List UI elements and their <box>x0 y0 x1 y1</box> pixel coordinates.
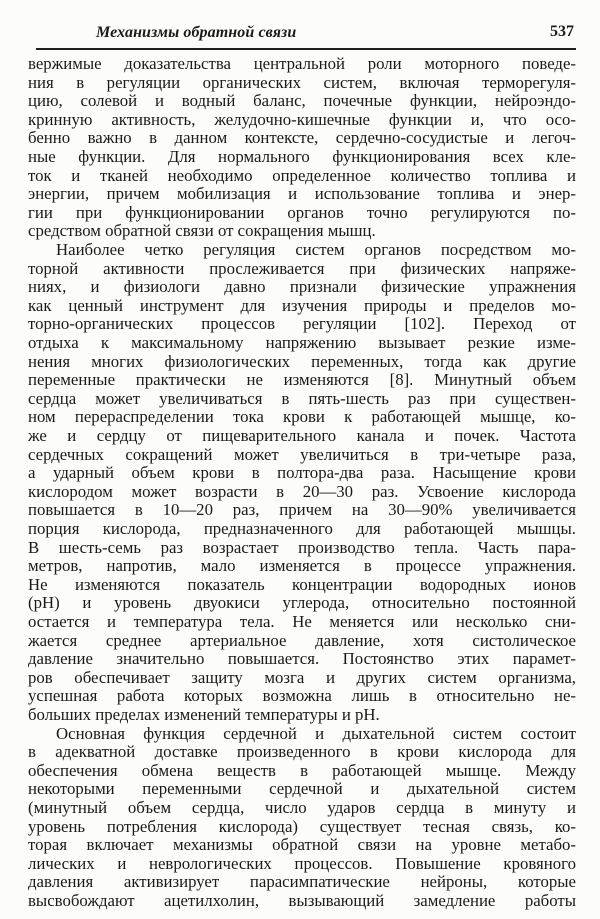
text-line: давления активизирует парасимпатические нейроны, которые <box>28 872 576 892</box>
text-line: некоторыми переменными сердечной и дыхательной систем <box>28 779 576 799</box>
text-line: ные функции. Для нормального функционирования всех кле- <box>28 147 576 166</box>
text-line: остается и температура тела. Не меняется или несколько сни- <box>28 612 576 631</box>
text-line: средством обратной связи от сокращения мышц. <box>28 221 376 241</box>
text-line: а ударный объем крови в полтора-два раза. Насыщение крови <box>28 463 576 483</box>
text-line: сердечных сокращений может увеличиться в три-четыре раза, <box>28 444 576 464</box>
text-line: Наиболее четко регуляция систем органов посредством мо- <box>56 240 576 259</box>
text-line: повышается в 10—20 раз, причем на 30—90% увеличивается <box>28 500 576 520</box>
text-line: (рН) и уровень двуокиси углерода, относительно постоянной <box>28 593 576 613</box>
text-line: торно-органических процессов регуляции [102]. Переход от <box>28 314 576 334</box>
text-line: гии при функционировании органов точно регулируются по- <box>28 202 576 222</box>
text-line: торая включает механизмы обратной связи на уровне метабо- <box>28 835 576 855</box>
text-line: уровень потребления кислорода) существует тесная связь, ко- <box>28 816 576 836</box>
body-text <box>28 54 576 910</box>
text-line: энергии, причем мобилизация и использование топлива и энер- <box>28 184 576 204</box>
text-line: больших пределах изменений температуры и рН. <box>28 705 380 724</box>
text-line: сердца может увеличиваться в пять-шесть раз при существен- <box>28 388 576 408</box>
text-line: лических и неврологических процессов. Повышение кровяного <box>28 853 576 873</box>
text-line: ров обеспечивает защиту мозга и других систем организма, <box>28 667 576 687</box>
text-line: (минутный объем сердца, число ударов сердца в минуту и <box>28 798 576 817</box>
text-line: бенно важно в данном контексте, сердечно-сосудистые и легоч- <box>28 128 576 148</box>
running-header <box>38 18 574 46</box>
text-line: как ценный инструмент для изучения природы и пределов мо- <box>28 295 576 315</box>
text-line: кринную активность, желудочно-кишечные функции и, что осо- <box>28 109 576 129</box>
text-line: в адекватной доставке произведенного в крови кислорода для <box>28 742 576 762</box>
text-line: ток и тканей необходимо определенное количество топлива и <box>28 165 576 185</box>
text-line: В шесть-семь раз возрастает производство тепла. Часть пара- <box>28 537 576 557</box>
text-line: ном перераспределении тока крови к работающей мышце, ко- <box>28 407 576 427</box>
text-line: отдыха к максимальному напряжению вызывает резкие изме- <box>28 333 576 352</box>
text-line: порция кислорода, предназначенного для работающей мышцы. <box>28 519 576 538</box>
text-line: Не изменяются показатель концентрации водородных ионов <box>28 574 576 594</box>
text-line: высвобождают ацетилхолин, вызывающий замедление работы <box>28 891 576 910</box>
text-line: успешная работа которых возможна лишь в относительно не- <box>28 686 576 706</box>
text-line: жается среднее артериальное давление, хотя систолическое <box>28 630 576 650</box>
text-line: торной активности прослеживается при физических напряже- <box>28 258 576 278</box>
text-line: метров, напротив, мало изменяется в процессе упражнения. <box>28 556 576 576</box>
text-line: кислородом может возрасти в 20—30 раз. Усвоение кислорода <box>28 481 576 501</box>
running-title: Механизмы обратной связи <box>96 24 297 41</box>
text-line: цию, солевой и водный баланс, почечные функции, нейроэндо- <box>28 91 576 111</box>
page-number: 537 <box>550 23 574 40</box>
text-line: обеспечения обмена веществ в работающей мышце. Между <box>28 760 576 780</box>
text-line: давление значительно повышается. Постоянство этих парамет- <box>28 649 576 669</box>
text-line: ния в регуляции органических систем, включая терморегуля- <box>28 72 576 92</box>
text-line: же и сердцу от пищеварительного канала и почек. Частота <box>28 426 576 445</box>
text-line: ниях, и физиологи давно признали физические упражнения <box>28 277 576 297</box>
header-rule <box>36 48 576 50</box>
text-line: переменные практически не изменяются [8]. Минутный объем <box>28 370 576 390</box>
text-line: нения многих физиологических переменных, тогда как другие <box>28 351 576 371</box>
text-line: Основная функция сердечной и дыхательной систем состоит <box>56 723 576 743</box>
text-line: вержимые доказательства центральной роли моторного поведе- <box>28 54 576 73</box>
